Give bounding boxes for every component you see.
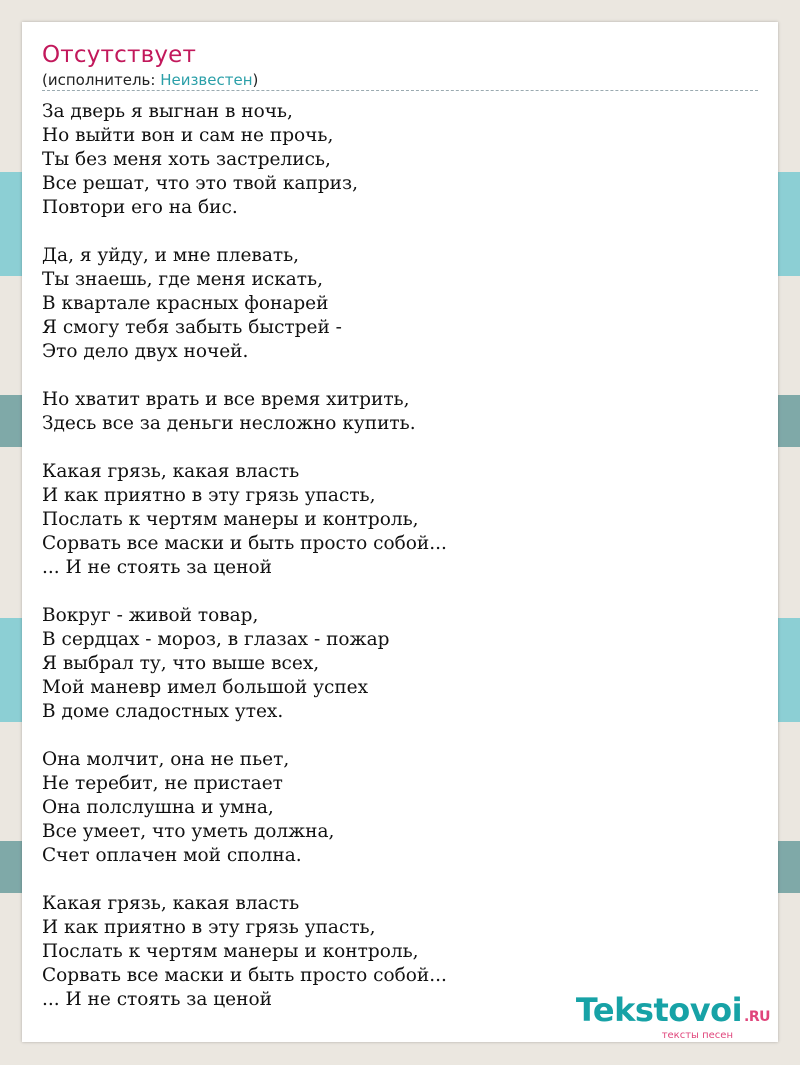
- lyric-line: Она молчит, она не пьет,: [42, 749, 290, 770]
- lyric-line: Какая грязь, какая власть: [42, 893, 300, 914]
- lyrics-stanza: [42, 460, 758, 580]
- logo-tagline: тексты песен: [661, 1030, 733, 1041]
- lyric-line: Я выбрал ту, что выше всех,: [42, 653, 320, 674]
- lyrics-text: [42, 100, 758, 1036]
- lyric-line: Но выйти вон и сам не прочь,: [42, 125, 334, 146]
- lyric-line: Послать к чертям манеры и контроль,: [42, 509, 419, 530]
- lyric-line: Сорвать все маски и быть просто собой...: [42, 965, 447, 986]
- lyrics-stanza: [42, 748, 758, 868]
- song-title: Отсутствует: [42, 42, 197, 68]
- lyric-line: Повтори его на бис.: [42, 197, 238, 218]
- lyric-line: Я смогу тебя забыть быстрей -: [42, 317, 342, 338]
- lyric-line: Какая грязь, какая власть: [42, 461, 300, 482]
- lyric-line: Послать к чертям манеры и контроль,: [42, 941, 419, 962]
- artist-link[interactable]: Неизвестен: [160, 71, 253, 89]
- lyric-line: И как приятно в эту грязь упасть,: [42, 917, 376, 938]
- title-divider: [42, 90, 758, 91]
- lyric-line: В сердцах - мороз, в глазах - пожар: [42, 629, 390, 650]
- lyric-line: Она полслушна и умна,: [42, 797, 274, 818]
- artist-prefix: (исполнитель:: [42, 71, 161, 89]
- lyric-line: Вокруг - живой товар,: [42, 605, 259, 626]
- lyric-line: Это дело двух ночей.: [42, 341, 249, 362]
- lyric-line: Все решат, что это твой каприз,: [42, 173, 358, 194]
- lyrics-card: [22, 22, 778, 1042]
- lyric-line: Все умеет, что уметь должна,: [42, 821, 335, 842]
- lyric-line: И как приятно в эту грязь упасть,: [42, 485, 376, 506]
- logo-tld: .RU: [744, 1009, 770, 1025]
- lyrics-stanza: [42, 244, 758, 364]
- lyrics-stanza: [42, 388, 758, 436]
- lyric-line: Ты без меня хоть застрелись,: [42, 149, 331, 170]
- lyric-line: Но хватит врать и все время хитрить,: [42, 389, 410, 410]
- logo-wordmark: [576, 993, 770, 1034]
- lyric-line: Не теребит, не пристает: [42, 773, 283, 794]
- lyrics-stanza: [42, 604, 758, 724]
- lyric-line: Счет оплачен мой сполна.: [42, 845, 302, 866]
- lyric-line: Мой маневр имел большой успех: [42, 677, 369, 698]
- logo-main-text: Tekstovoi: [575, 991, 743, 1029]
- lyric-line: Здесь все за деньги несложно купить.: [42, 413, 416, 434]
- lyric-line: За дверь я выгнан в ночь,: [42, 101, 293, 122]
- lyric-line: Да, я уйду, и мне плевать,: [42, 245, 300, 266]
- lyric-line: В квартале красных фонарей: [42, 293, 329, 314]
- lyric-line: В доме сладостных утех.: [42, 701, 284, 722]
- lyric-line: Ты знаешь, где меня искать,: [42, 269, 323, 290]
- artist-line: [42, 71, 258, 89]
- lyric-line: ... И не стоять за ценой: [42, 557, 272, 578]
- lyric-line: Сорвать все маски и быть просто собой...: [42, 533, 447, 554]
- lyric-line: ... И не стоять за ценой: [42, 989, 272, 1010]
- artist-suffix: ): [252, 71, 259, 89]
- site-logo[interactable]: [576, 993, 770, 1042]
- lyrics-stanza: [42, 100, 758, 220]
